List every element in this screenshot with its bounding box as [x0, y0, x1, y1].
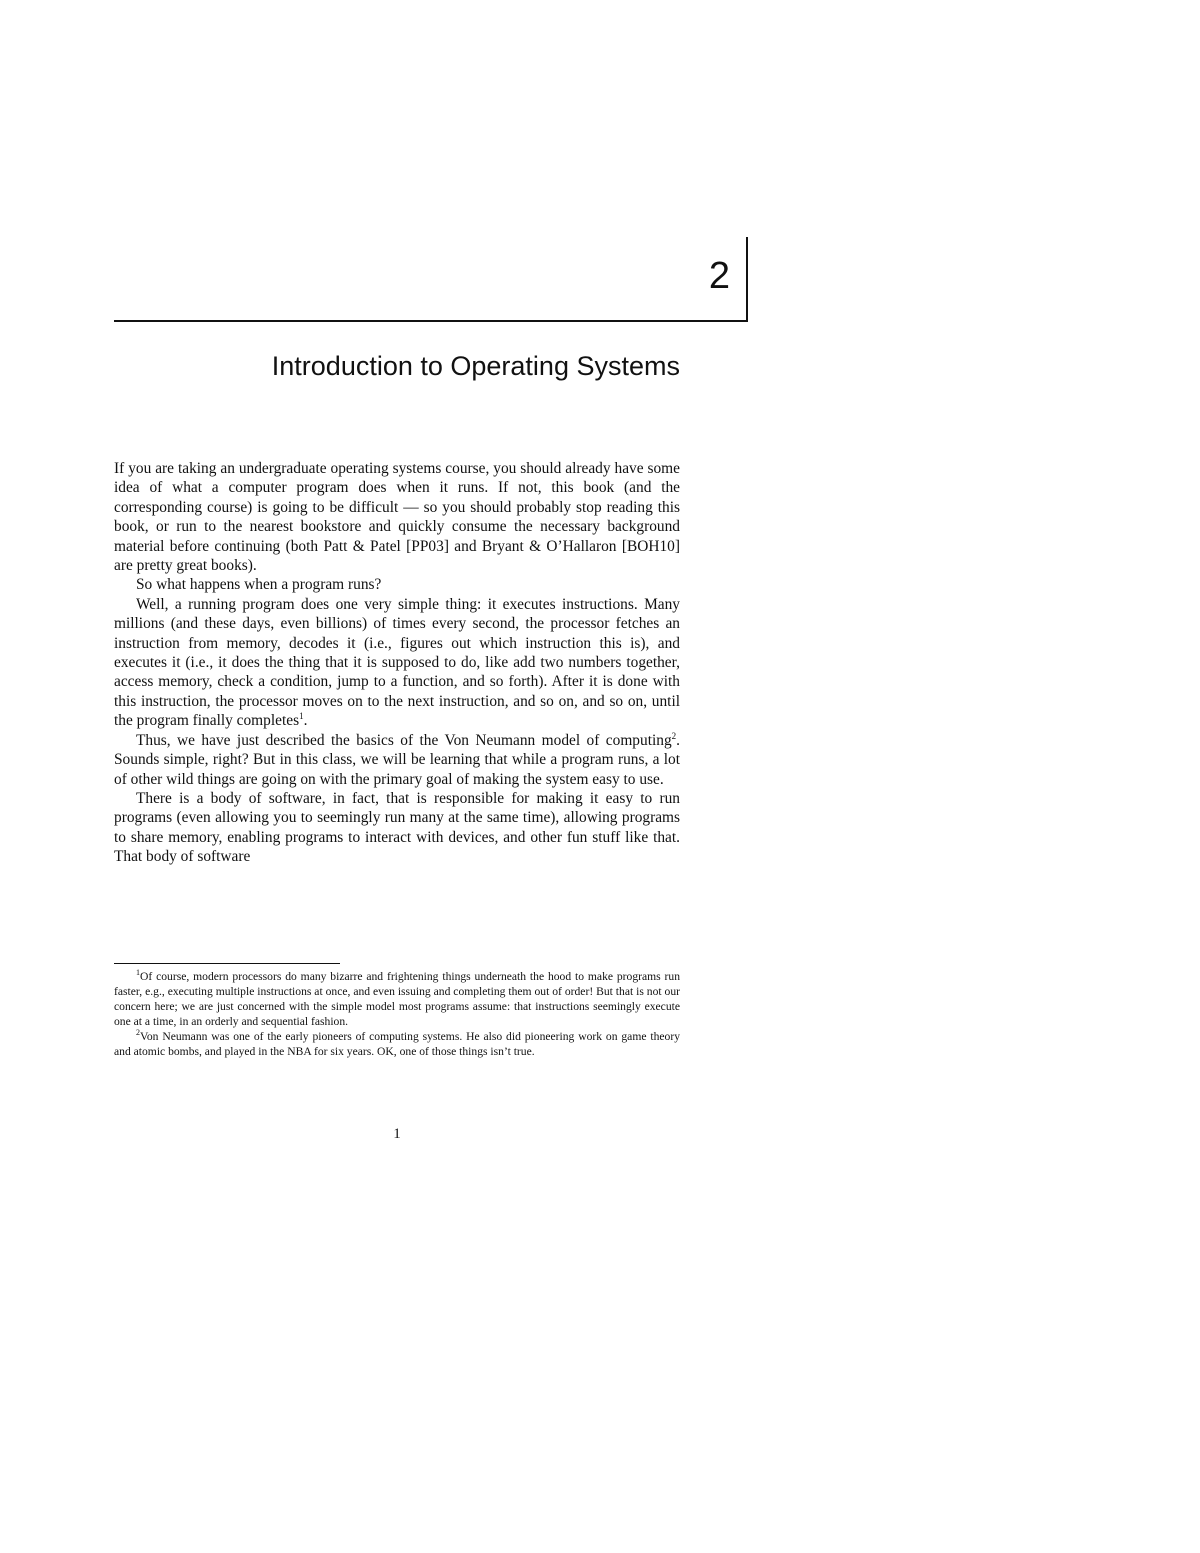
paragraph-4-text-a: Thus, we have just described the basics of the Von Neumann model of computing — [136, 731, 672, 749]
paragraph-3-end: . — [303, 712, 308, 730]
paragraph-3-text: Well, a running program does one very simple thing: it executes instructions. Many millions (and these days, even billions) of times every second, the processor fetches an instruction from memory, decodes it (i.e., figures out which instruction this is), and executes it (i.e., it does the thing that it is supposed to do, like add two numbers together, access memory, check a condition, jump to a function, and so forth). After it is done with this instruction, the processor moves on to the next instruction, and so on, and so on, until the program finally completes — [114, 595, 680, 730]
paragraph-5: There is a body of software, in fact, that is responsible for making it easy to run programs (even allowing you to seemingly run many at the same time), allowing programs to share memory, enabling programs to interact with devices, and other fun stuff like that. That body of software — [114, 789, 680, 866]
paragraph-3 — [114, 595, 680, 731]
footnotes — [114, 969, 680, 1059]
paragraph-2: So what happens when a program runs? — [136, 576, 382, 594]
footnote-1 — [114, 969, 680, 1029]
paragraph-4-text-b: . Sounds simple, right? But in this class, we will be learning that while a program runs, a lot of other wild things are going on with the primary goal of making the system easy to use. — [114, 731, 680, 788]
chapter-number: 2 — [708, 255, 730, 297]
chapter-title: Introduction to Operating Systems — [271, 351, 680, 381]
body-text — [114, 459, 680, 867]
paragraph-4 — [114, 731, 680, 789]
footnote-2 — [114, 1029, 680, 1059]
paragraph-1: If you are taking an undergraduate operating systems course, you should already have some idea of what a computer program does when it runs. If not, this book (and the corresponding course) is going to be difficult — so you should probably stop reading this book, or run to the nearest bookstore and quickly consume the necessary background material before continuing (both Patt & Patel [PP03] and Bryant & O’Hallaron [BOH10] are pretty great books). — [114, 460, 680, 575]
footnote-2-mark: 2 — [136, 1028, 140, 1038]
chapter-horizontal-rule — [114, 320, 748, 322]
footnote-1-mark: 1 — [136, 968, 140, 978]
footnote-ref-2[interactable]: 2 — [671, 730, 677, 741]
footnote-2-text: Von Neumann was one of the early pioneers of computing systems. He also did pioneering work on game theory and atomic bombs, and played in the NBA for six years. OK, one of those things isn’t true. — [114, 1030, 680, 1058]
footnote-ref-1[interactable]: 1 — [299, 711, 304, 722]
footnote-divider — [114, 963, 340, 964]
chapter-vertical-rule — [746, 237, 748, 321]
page-number: 1 — [393, 1126, 401, 1142]
footnote-1-text: Of course, modern processors do many bizarre and frightening things underneath the hood to make programs run faster, e.g., executing multiple instructions at once, and even issuing and completing them out of order! But that is not our concern here; we are just concerned with the simple model most programs assume: that instructions seemingly execute one at a time, in an orderly and sequential fashion. — [114, 970, 680, 1028]
